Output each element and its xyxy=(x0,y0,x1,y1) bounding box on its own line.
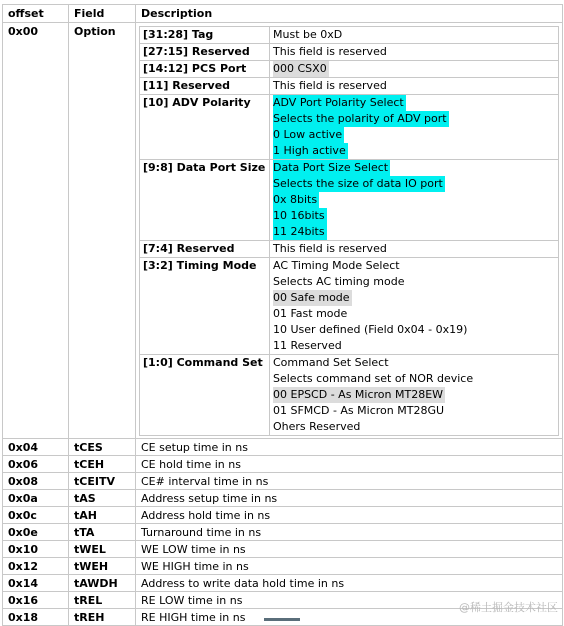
timing-field: tCEH xyxy=(69,456,136,473)
timing-offset: 0x0e xyxy=(3,524,69,541)
option-offset: 0x00 xyxy=(3,23,69,439)
timing-offset: 0x08 xyxy=(3,473,69,490)
description-line xyxy=(273,387,555,403)
timing-offset: 0x0a xyxy=(3,490,69,507)
header-offset: offset xyxy=(3,5,69,23)
description-text: This field is reserved xyxy=(273,45,387,58)
description-text: 1 High active xyxy=(273,144,346,157)
description-text: 01 Fast mode xyxy=(273,307,348,320)
description-text: This field is reserved xyxy=(273,242,387,255)
timing-offset: 0x10 xyxy=(3,541,69,558)
timing-row xyxy=(3,541,563,558)
description-line xyxy=(273,192,555,208)
timing-field: tREH xyxy=(69,609,136,626)
description-text: 10 16bits xyxy=(273,209,325,222)
timing-row xyxy=(3,524,563,541)
timing-field: tAS xyxy=(69,490,136,507)
description-text: 10 User defined (Field 0x04 - 0x19) xyxy=(273,323,468,336)
timing-row xyxy=(3,558,563,575)
description-text: Selects the polarity of ADV port xyxy=(273,112,447,125)
timing-offset: 0x18 xyxy=(3,609,69,626)
subfield-row xyxy=(140,27,559,44)
timing-row xyxy=(3,507,563,524)
description-text: ADV Port Polarity Select xyxy=(273,96,404,109)
description-line xyxy=(273,208,555,224)
timing-field: tWEH xyxy=(69,558,136,575)
subfield-row xyxy=(140,355,559,436)
subfield-description xyxy=(270,160,559,241)
subfield-row xyxy=(140,241,559,258)
timing-offset: 0x16 xyxy=(3,592,69,609)
description-line xyxy=(273,127,555,143)
description-text: 00 Safe mode xyxy=(273,291,350,304)
subfield-bits: [11] Reserved xyxy=(140,78,270,95)
option-row xyxy=(3,23,563,439)
description-line xyxy=(273,95,555,111)
description-text: Command Set Select xyxy=(273,356,389,369)
option-description xyxy=(136,23,563,439)
subfield-row xyxy=(140,61,559,78)
timing-row xyxy=(3,473,563,490)
description-text: 01 SFMCD - As Micron MT28GU xyxy=(273,404,445,417)
description-line xyxy=(273,355,555,371)
register-table xyxy=(2,4,563,626)
timing-offset: 0x12 xyxy=(3,558,69,575)
subfield-description xyxy=(270,78,559,95)
timing-row xyxy=(3,490,563,507)
subfield-bits: [27:15] Reserved xyxy=(140,44,270,61)
timing-description: Turnaround time in ns xyxy=(136,524,563,541)
subfield-description xyxy=(270,95,559,160)
description-text: Ohers Reserved xyxy=(273,420,361,433)
subfield-row xyxy=(140,258,559,355)
header-field: Field xyxy=(69,5,136,23)
subfield-description xyxy=(270,44,559,61)
timing-field: tCEITV xyxy=(69,473,136,490)
description-line xyxy=(273,143,555,159)
timing-row xyxy=(3,575,563,592)
description-text: This field is reserved xyxy=(273,79,387,92)
timing-description: WE LOW time in ns xyxy=(136,541,563,558)
timing-description: CE hold time in ns xyxy=(136,456,563,473)
timing-row xyxy=(3,456,563,473)
description-line xyxy=(273,338,555,354)
register-table-document xyxy=(2,4,562,626)
description-text: Selects the size of data IO port xyxy=(273,177,443,190)
description-line xyxy=(273,322,555,338)
subfield-bits: [31:28] Tag xyxy=(140,27,270,44)
subfield-bits: [3:2] Timing Mode xyxy=(140,258,270,355)
description-line xyxy=(273,306,555,322)
description-text: 11 24bits xyxy=(273,225,325,238)
header-row xyxy=(3,5,563,23)
timing-field: tAH xyxy=(69,507,136,524)
subfield-description xyxy=(270,258,559,355)
description-line xyxy=(273,160,555,176)
description-text: Selects command set of NOR device xyxy=(273,372,474,385)
subfield-bits: [7:4] Reserved xyxy=(140,241,270,258)
description-line xyxy=(273,111,555,127)
description-line xyxy=(273,44,555,60)
subfield-description xyxy=(270,355,559,436)
description-line xyxy=(273,224,555,240)
subfield-bits: [9:8] Data Port Size xyxy=(140,160,270,241)
timing-field: tWEL xyxy=(69,541,136,558)
option-field: Option xyxy=(69,23,136,439)
description-line xyxy=(273,419,555,435)
description-text: 00 EPSCD - As Micron MT28EW xyxy=(273,388,444,401)
description-line xyxy=(273,274,555,290)
subfield-bits: [1:0] Command Set xyxy=(140,355,270,436)
timing-row xyxy=(3,439,563,456)
timing-description: CE# interval time in ns xyxy=(136,473,563,490)
subfield-row xyxy=(140,95,559,160)
description-line xyxy=(273,403,555,419)
subfield-row xyxy=(140,44,559,61)
timing-description: RE LOW time in ns xyxy=(136,592,563,609)
timing-field: tREL xyxy=(69,592,136,609)
header-description: Description xyxy=(136,5,563,23)
subfield-row xyxy=(140,78,559,95)
description-line xyxy=(273,241,555,257)
description-line xyxy=(273,61,555,77)
description-line xyxy=(273,176,555,192)
subfield-bits: [10] ADV Polarity xyxy=(140,95,270,160)
timing-field: tAWDH xyxy=(69,575,136,592)
timing-description: WE HIGH time in ns xyxy=(136,558,563,575)
subfield-description xyxy=(270,241,559,258)
timing-field: tTA xyxy=(69,524,136,541)
description-text: Must be 0xD xyxy=(273,28,343,41)
watermark: @稀土掘金技术社区 xyxy=(459,601,558,614)
description-text: 0x 8bits xyxy=(273,193,318,206)
timing-offset: 0x04 xyxy=(3,439,69,456)
timing-field: tCES xyxy=(69,439,136,456)
timing-description: RE HIGH time in ns xyxy=(136,609,563,626)
description-text: 000 CSX0 xyxy=(273,62,327,75)
subfield-description xyxy=(270,27,559,44)
timing-description: Address setup time in ns xyxy=(136,490,563,507)
timing-offset: 0x14 xyxy=(3,575,69,592)
description-text: Data Port Size Select xyxy=(273,161,389,174)
description-line xyxy=(273,27,555,43)
description-text: 11 Reserved xyxy=(273,339,342,352)
timing-description: Address hold time in ns xyxy=(136,507,563,524)
option-subfield-table xyxy=(139,26,559,436)
description-line xyxy=(273,371,555,387)
description-text: 0 Low active xyxy=(273,128,343,141)
subfield-description xyxy=(270,61,559,78)
description-text: Selects AC timing mode xyxy=(273,275,405,288)
subfield-row xyxy=(140,160,559,241)
description-line xyxy=(273,78,555,94)
description-line xyxy=(273,290,555,306)
timing-description: CE setup time in ns xyxy=(136,439,563,456)
timing-description: Address to write data hold time in ns xyxy=(136,575,563,592)
timing-offset: 0x06 xyxy=(3,456,69,473)
subfield-bits: [14:12] PCS Port xyxy=(140,61,270,78)
description-text: AC Timing Mode Select xyxy=(273,259,400,272)
description-line xyxy=(273,258,555,274)
timing-offset: 0x0c xyxy=(3,507,69,524)
